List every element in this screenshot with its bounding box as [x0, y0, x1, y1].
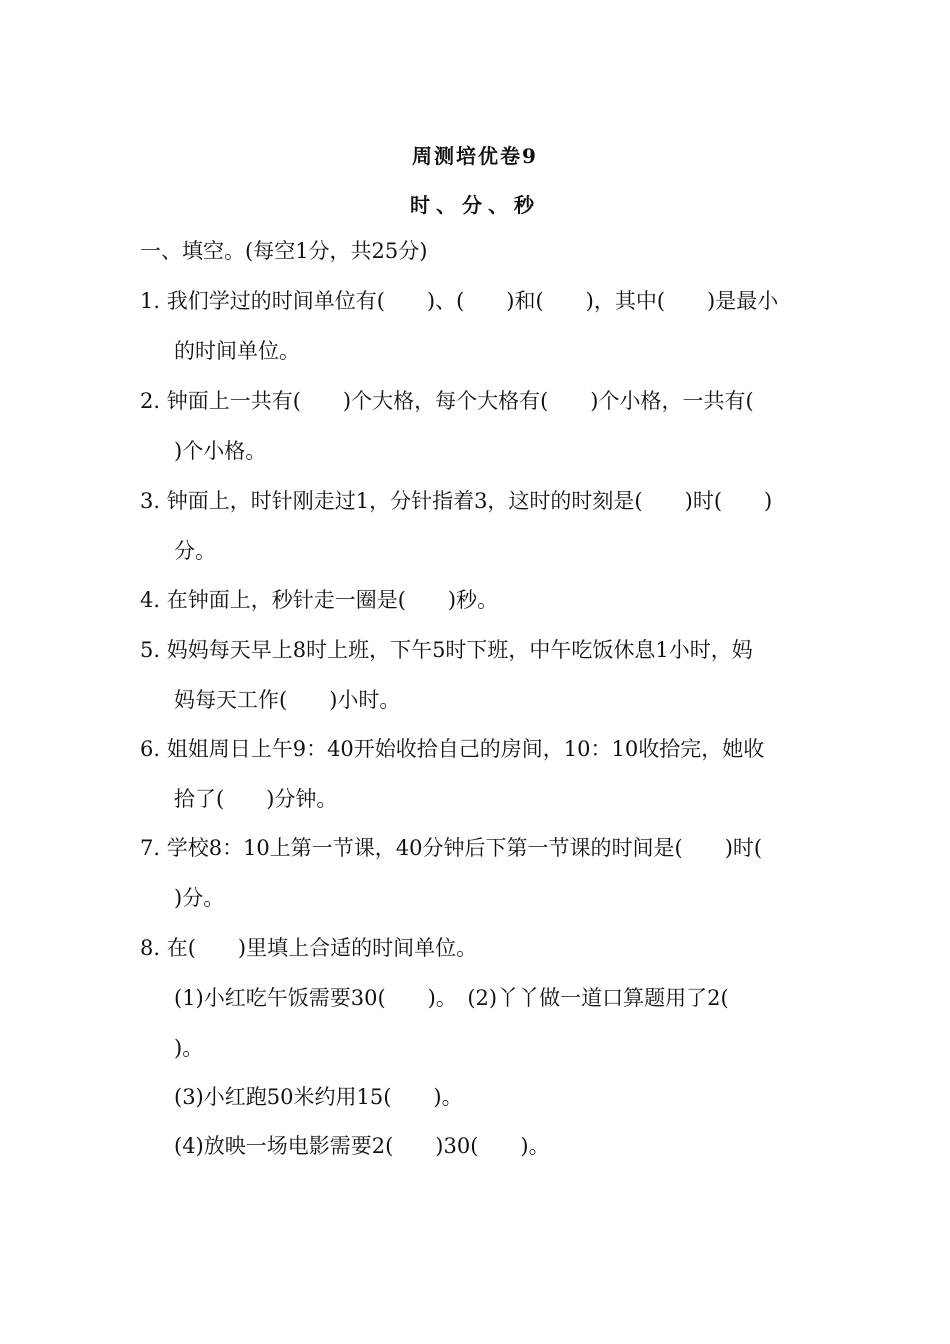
section-heading: 一、填空。(每空1分，共25分) [140, 239, 428, 263]
subitem-1-2: (1)小红吃午饭需要30( )。 (2)丫丫做一道口算题用了2( [174, 986, 729, 1010]
question-3-line-2: 分。 [174, 539, 216, 563]
question-7-line-1: 7. 学校8：10上第一节课，40分钟后下第一节课的时间是( )时( [140, 836, 763, 860]
subitem-3: (3)小红跑50米约用15( )。 [174, 1085, 463, 1109]
question-8-line-1: 8. 在( )里填上合适的时间单位。 [140, 936, 478, 960]
question-7-line-2: )分。 [174, 886, 225, 910]
question-4-line-1: 4. 在钟面上，秒针走一圈是( )秒。 [140, 588, 499, 612]
question-2-line-1: 2. 钟面上一共有( )个大格，每个大格有( )个小格，一共有( [140, 389, 754, 413]
page-title: 周测培优卷9 [412, 144, 538, 168]
question-3-line-1: 3. 钟面上，时针刚走过1，分针指着3，这时的时刻是( )时( ) [140, 489, 773, 513]
question-1-line-1: 1. 我们学过的时间单位有( )、( )和( )，其中( )是最小 [140, 289, 779, 313]
subitem-2-continued: )。 [174, 1036, 204, 1060]
question-6-line-1: 6. 姐姐周日上午9：40开始收拾自己的房间，10：10收拾完，她收 [140, 737, 765, 761]
question-1-line-2: 的时间单位。 [174, 339, 300, 363]
subitem-4: (4)放映一场电影需要2( )30( )。 [174, 1134, 550, 1158]
page-subtitle: 时、分、秒 [410, 193, 540, 217]
question-5-line-1: 5. 妈妈每天早上8时上班，下午5时下班，中午吃饭休息1小时，妈 [140, 638, 753, 662]
question-2-line-2: )个小格。 [174, 439, 267, 463]
question-6-line-2: 拾了( )分钟。 [174, 787, 338, 811]
question-5-line-2: 妈每天工作( )小时。 [174, 688, 401, 712]
